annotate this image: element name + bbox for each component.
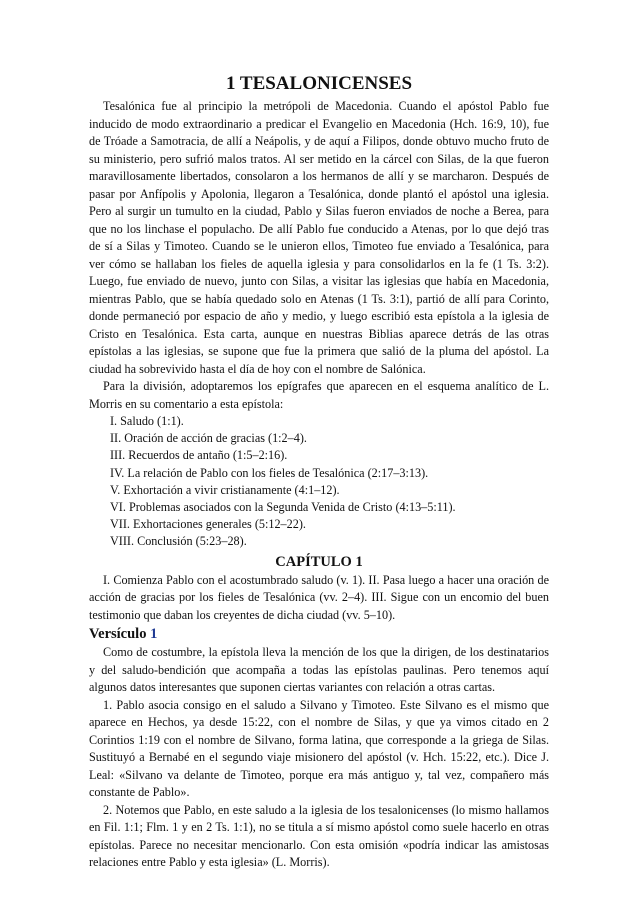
document-title: 1 TESALONICENSES [225,73,413,94]
outline-item: VII. Exhortaciones generales (5:12–22). [110,517,306,532]
outline-item: VIII. Conclusión (5:23–28). [110,534,247,549]
outline-item: VI. Problemas asociados con la Segunda Venida de Cristo (4:13–5:11). [110,500,456,515]
division-intro-paragraph: Para la división, adoptaremos los epígrafes que aparecen en el esquema analítico de L. Morris en su comentario a esta epístola: [89,379,549,411]
verse-paragraph: 2. Notemos que Pablo, en este saludo a la iglesia de los tesalonicenses (lo mismo hallamos en Fil. 1:1; Flm. 1 y en 2 Ts. 1:1), no se titula a sí mismo apóstol como suele hacerlo en otras epístolas. Parece no necesitar mencionarlo. Con esta omisión «podría indicar las amistosas relaciones entre Pablo y esta iglesia» (L. Morris). [89,802,549,870]
verse-label: Versículo [89,626,151,643]
outline-item: III. Recuerdos de antaño (1:5–2:16). [110,448,288,463]
document-page [89,72,549,872]
outline-list [89,413,549,551]
chapter-heading: CAPÍTULO 1 [275,553,363,570]
chapter-summary: I. Comienza Pablo con el acostumbrado saludo (v. 1). II. Pasa luego a hacer una oración de acción de gracias por los fieles de Tesalónica (vv. 2–4). III. Sigue con un encomio del buen testimonio que daban los creyentes de dicha ciudad (vv. 5–10). [89,572,549,622]
outline-item: V. Exhortación a vivir cristianamente (4:1–12). [110,482,340,497]
outline-item: II. Oración de acción de gracias (1:2–4). [110,431,307,446]
outline-item: IV. La relación de Pablo con los fieles de Tesalónica (2:17–3:13). [110,465,429,480]
verse-heading [89,625,549,644]
outline-item: I. Saludo (1:1). [110,414,184,428]
verse-paragraph: Como de costumbre, la epístola lleva la mención de los que la dirigen, de los destinatarios y del saludo-bendición que acompaña a todas las epístolas paulinas. Pero tenemos aquí algunos datos interesantes que suponen ciertas variantes con relación a otras cartas. [89,645,549,695]
verse-number-link[interactable]: 1 [150,626,158,643]
intro-paragraph: Tesalónica fue al principio la metrópoli de Macedonia. Cuando el apóstol Pablo fue inducido de modo extraordinario a predicar el Evangelio en Macedonia (Hch. 16:9, 10), fue de Tróade a Samotracia, de allí a Neápolis, y de aquí a Filipos, donde obtuvo mucho fruto de su ministerio, pero sufrió malos tratos. Al ser metido en la cárcel con Silas, de la que fueron maravillosamente libertados, consolaron a los hermanos de allí y se marcharon. Después de pasar por Anfípolis y Apolonia, llegaron a Tesalónica, donde plantó el apóstol una iglesia. Pero al surgir un tumulto en la ciudad, Pablo y Silas fueron enviados de noche a Berea, para que no los linchase el populacho. De allí Pablo fue conducido a Atenas, por lo que dejó tras de sí a Silas y Timoteo. Cuando se le unieron ellos, Timoteo fue enviado a Tesalónica, para ver cómo se hallaban los fieles de aquella iglesia y para consolidarlos en la fe (1 Ts. 3:2). Luego, fue enviado de nuevo, junto con Silas, a visitar las iglesias que había en Macedonia, mientras Pablo, que se había quedado solo en Atenas (1 Ts. 3:1), partió de allí para Corinto, donde permaneció por espacio de año y medio, y luego escribió esta epístola a la iglesia de Cristo en Tesalónica. Esta carta, aunque en nuestras Biblias aparece detrás de las otras epístolas a las iglesias, se supone que fue la primera que salió de la pluma del apóstol. La ciudad ha sobrevivido hasta el día de hoy con el nombre de Salónica. [89,99,549,376]
verse-paragraph: 1. Pablo asocia consigo en el saludo a Silvano y Timoteo. Este Silvano es el mismo que aparece en Hechos, ya desde 15:22, con el nombre de Silas, y que ya vimos citado en 2 Corintios 1:19 con el nombre de Silvano, forma latina, que corresponde a la griega de Silas. Sustituyó a Bernabé en el segundo viaje misionero del apóstol (v. Hch. 15:22, etc.). Dice J. Leal: «Silvano va delante de Timoteo, porque era más antiguo y, tal vez, compañero más constante de Pablo». [89,697,549,800]
